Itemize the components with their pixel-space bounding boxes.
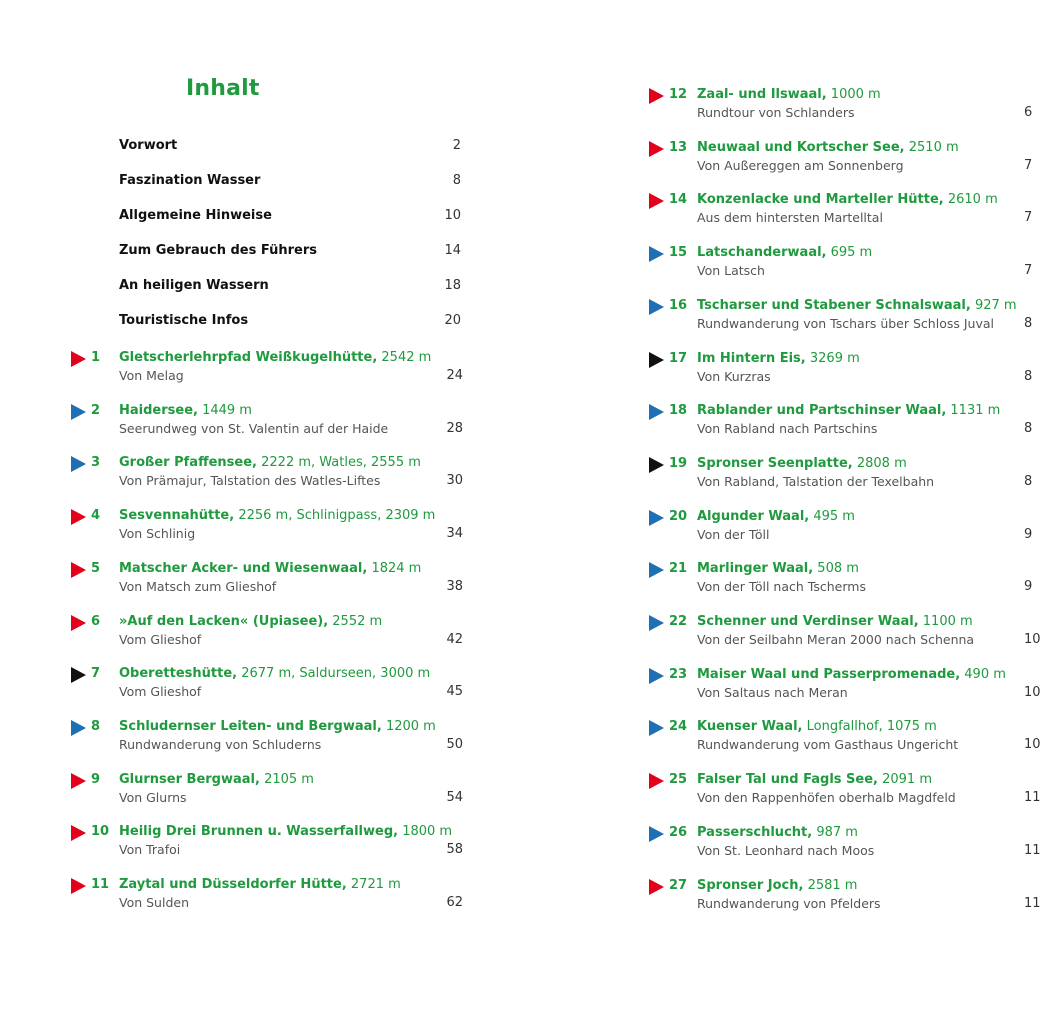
tour-route: Von Rabland nach Partschins xyxy=(697,421,878,437)
tour-entry[interactable] xyxy=(649,612,1049,652)
tour-altitude: 508 m xyxy=(813,561,859,577)
tour-page: 8 xyxy=(1024,473,1033,489)
tour-title xyxy=(697,192,998,207)
right-page xyxy=(512,0,1041,1024)
tour-name: Matscher Acker- und Wiesenwaal, xyxy=(119,560,368,576)
tour-entry[interactable] xyxy=(649,138,1049,178)
page-title: Inhalt xyxy=(186,76,260,101)
tour-number: 18 xyxy=(669,403,688,419)
tour-title xyxy=(119,403,252,418)
tour-title xyxy=(119,614,382,629)
intro-entry-page: 20 xyxy=(444,313,461,328)
tour-name: Spronser Seenplatte, xyxy=(697,455,853,471)
tour-title xyxy=(697,87,881,102)
difficulty-triangle-icon xyxy=(649,246,664,262)
tour-entry[interactable] xyxy=(71,559,463,599)
tour-title xyxy=(697,298,1017,313)
tour-title xyxy=(697,772,932,787)
tour-route: Rundwanderung von Tschars über Schloss Juval xyxy=(697,315,994,331)
tour-number: 8 xyxy=(91,718,101,734)
tour-name: Konzenlacke und Marteller Hütte, xyxy=(697,192,944,208)
intro-entry-label: Faszination Wasser xyxy=(119,173,261,188)
tour-entry[interactable] xyxy=(71,770,463,810)
tour-altitude: 987 m xyxy=(812,824,858,840)
tour-entry[interactable] xyxy=(649,349,1049,389)
difficulty-triangle-icon xyxy=(71,509,86,525)
tour-entry[interactable] xyxy=(649,823,1049,863)
difficulty-triangle-icon xyxy=(71,351,86,367)
tour-number: 21 xyxy=(669,561,688,577)
tour-title xyxy=(697,140,959,155)
tour-number: 19 xyxy=(669,455,688,471)
tour-name: Schenner und Verdinser Waal, xyxy=(697,614,919,629)
tour-altitude: 2510 m xyxy=(904,139,959,155)
tour-route: Von Melag xyxy=(119,368,184,383)
tour-entry[interactable] xyxy=(649,296,1049,336)
tour-entry[interactable] xyxy=(71,348,463,388)
left-page xyxy=(0,0,512,1024)
tour-route: Von der Seilbahn Meran 2000 nach Schenna xyxy=(697,632,975,647)
intro-entry-page: 2 xyxy=(452,138,461,153)
tour-route: Rundtour von Schlanders xyxy=(697,105,855,120)
tour-entry[interactable] xyxy=(649,770,1049,810)
tour-number: 10 xyxy=(91,824,110,840)
tour-name: Schludernser Leiten- und Bergwaal, xyxy=(119,718,382,734)
tour-altitude: 2105 m xyxy=(259,771,314,787)
tour-page: 11 xyxy=(1024,895,1041,911)
difficulty-triangle-icon xyxy=(71,404,86,420)
tour-title xyxy=(697,456,907,471)
tour-number: 1 xyxy=(91,350,101,365)
tour-number: 9 xyxy=(91,771,101,787)
tour-page: 34 xyxy=(446,526,463,542)
tour-route: Von Außereggen am Sonnenberg xyxy=(697,157,904,173)
tour-entry[interactable] xyxy=(71,875,463,915)
intro-entry-page: 14 xyxy=(444,243,461,258)
tour-altitude: 2256 m, Schlinigpass, 2309 m xyxy=(234,508,436,524)
tour-number: 22 xyxy=(669,614,688,629)
intro-entry[interactable] xyxy=(119,138,461,158)
tour-number: 23 xyxy=(669,666,688,682)
tour-route: Von der Töll xyxy=(697,526,770,542)
tour-page: 50 xyxy=(446,736,463,752)
difficulty-triangle-icon xyxy=(71,615,86,631)
tour-route: Von Trafoi xyxy=(119,842,181,858)
tour-entry[interactable] xyxy=(649,507,1049,547)
tour-name: Passerschlucht, xyxy=(697,824,813,840)
tour-number: 16 xyxy=(669,297,688,313)
tour-title xyxy=(119,877,401,892)
tour-number: 25 xyxy=(669,772,688,788)
tour-page: 11 xyxy=(1024,842,1041,858)
tour-altitude: 2091 m xyxy=(877,772,932,788)
tour-entry[interactable] xyxy=(71,612,463,652)
tour-altitude: 1800 m xyxy=(398,824,453,840)
tour-title xyxy=(119,824,452,839)
tour-name: Neuwaal und Kortscher See, xyxy=(697,139,905,155)
difficulty-triangle-icon xyxy=(71,667,86,683)
intro-entry[interactable] xyxy=(119,173,461,193)
tour-name: Heilig Drei Brunnen u. Wasserfallweg, xyxy=(119,824,399,840)
tour-number: 17 xyxy=(669,350,688,366)
tour-route: Von Glurns xyxy=(119,789,187,805)
tour-page: 6 xyxy=(1024,105,1033,120)
tour-route: Von St. Leonhard nach Moos xyxy=(697,842,875,858)
tour-altitude: 2677 m, Saldurseen, 3000 m xyxy=(237,666,431,682)
tour-number: 3 xyxy=(91,455,101,471)
intro-entry[interactable] xyxy=(119,313,461,333)
tour-title xyxy=(119,561,421,576)
tour-page: 7 xyxy=(1024,263,1033,279)
tour-entry[interactable] xyxy=(649,876,1049,916)
tour-page: 58 xyxy=(446,842,463,858)
tour-number: 24 xyxy=(669,719,688,735)
difficulty-triangle-icon xyxy=(649,352,664,368)
tour-name: Haidersee, xyxy=(119,402,198,418)
tour-name: Maiser Waal und Passerpromenade, xyxy=(697,666,961,682)
difficulty-triangle-icon xyxy=(71,720,86,736)
tour-name: Tscharser und Stabener Schnalswaal, xyxy=(697,297,971,313)
tour-page: 24 xyxy=(446,368,463,383)
tour-altitude: 1000 m xyxy=(826,87,881,102)
difficulty-triangle-icon xyxy=(71,773,86,789)
difficulty-triangle-icon xyxy=(649,879,664,895)
tour-route: Von Saltaus nach Meran xyxy=(697,684,848,700)
tour-page: 38 xyxy=(446,578,463,594)
tour-entry[interactable] xyxy=(71,506,463,546)
tour-page: 9 xyxy=(1024,526,1033,542)
tour-name: Gletscherlehrpfad Weißkugelhütte, xyxy=(119,350,378,365)
tour-page: 9 xyxy=(1024,579,1033,595)
tour-altitude: 1449 m xyxy=(197,402,252,418)
tour-entry[interactable] xyxy=(649,243,1049,283)
intro-entry-page: 10 xyxy=(444,208,461,223)
intro-entry[interactable] xyxy=(119,208,461,228)
tour-entry[interactable] xyxy=(649,665,1049,705)
tour-entry[interactable] xyxy=(649,401,1049,441)
tour-route: Vom Glieshof xyxy=(119,631,202,647)
tour-route: Von Rabland, Talstation der Texelbahn xyxy=(697,473,935,489)
tour-route: Rundwanderung vom Gasthaus Ungericht xyxy=(697,737,959,753)
tour-name: »Auf den Lacken« (Upiasee), xyxy=(119,613,329,629)
tour-name: Rablander und Partschinser Waal, xyxy=(697,403,947,419)
tour-route: Seerundweg von St. Valentin auf der Haide xyxy=(119,420,389,436)
tour-name: Marlinger Waal, xyxy=(697,561,814,577)
tour-altitude: 1100 m xyxy=(918,614,973,629)
tour-name: Zaal- und Ilswaal, xyxy=(697,87,827,102)
tour-page: 10 xyxy=(1024,737,1041,753)
difficulty-triangle-icon xyxy=(71,456,86,472)
difficulty-triangle-icon xyxy=(649,88,664,104)
tour-title xyxy=(119,772,314,787)
tour-name: Falser Tal und Fagls See, xyxy=(697,772,878,788)
intro-entry-label: Touristische Infos xyxy=(119,313,249,328)
tour-number: 7 xyxy=(91,666,101,682)
tour-entry[interactable] xyxy=(649,559,1049,599)
tour-number: 13 xyxy=(669,139,688,155)
tour-altitude: 3269 m xyxy=(805,350,860,366)
tour-page: 62 xyxy=(446,895,463,910)
tour-page: 28 xyxy=(446,420,463,436)
tour-entry[interactable] xyxy=(649,454,1049,494)
tour-route: Von Matsch zum Glieshof xyxy=(119,578,277,594)
intro-entry-label: Vorwort xyxy=(119,138,178,153)
tour-altitude: 2581 m xyxy=(803,877,858,893)
tour-number: 20 xyxy=(669,508,688,524)
tour-title xyxy=(697,245,872,260)
tour-name: Latschanderwaal, xyxy=(697,245,827,261)
tour-number: 12 xyxy=(669,87,688,102)
tour-altitude: Longfallhof, 1075 m xyxy=(802,719,937,735)
tour-route: Von Prämajur, Talstation des Watles-Liftes xyxy=(119,473,381,489)
tour-title xyxy=(697,825,858,840)
tour-altitude: 495 m xyxy=(809,508,855,524)
tour-entry[interactable] xyxy=(649,85,1049,125)
tour-altitude: 2222 m, Watles, 2555 m xyxy=(257,455,421,471)
tour-route: Von Latsch xyxy=(697,263,765,279)
tour-name: Kuenser Waal, xyxy=(697,719,803,735)
tour-entry[interactable] xyxy=(649,717,1049,757)
intro-entry-page: 18 xyxy=(444,278,461,293)
difficulty-triangle-icon xyxy=(649,141,664,157)
tour-name: Algunder Waal, xyxy=(697,508,810,524)
tour-number: 2 xyxy=(91,402,101,418)
tour-route: Aus dem hintersten Martelltal xyxy=(697,210,883,226)
tour-title xyxy=(697,667,1006,682)
tour-page: 42 xyxy=(446,631,463,647)
tour-page: 10 xyxy=(1024,684,1041,700)
tour-altitude: 2552 m xyxy=(328,613,383,629)
difficulty-triangle-icon xyxy=(649,193,664,209)
tour-name: Spronser Joch, xyxy=(697,877,804,893)
tour-number: 26 xyxy=(669,824,688,840)
tour-entry[interactable] xyxy=(71,822,463,862)
tour-altitude: 490 m xyxy=(960,666,1006,682)
tour-altitude: 927 m xyxy=(970,297,1017,313)
tour-title xyxy=(119,350,431,365)
tour-route: Rundwanderung von Schluderns xyxy=(119,736,322,752)
difficulty-triangle-icon xyxy=(649,720,664,736)
intro-entry-label: Zum Gebrauch des Führers xyxy=(119,243,317,258)
tour-title xyxy=(697,351,860,366)
tour-page: 7 xyxy=(1024,157,1033,173)
difficulty-triangle-icon xyxy=(649,615,664,631)
tour-name: Oberetteshütte, xyxy=(119,666,238,682)
difficulty-triangle-icon xyxy=(649,457,664,473)
tour-name: Zaytal und Düsseldorfer Hütte, xyxy=(119,877,347,892)
tour-altitude: 2610 m xyxy=(943,192,998,208)
tour-title xyxy=(697,878,857,893)
tour-page: 11 xyxy=(1024,790,1041,806)
tour-altitude: 1824 m xyxy=(367,560,422,576)
tour-page: 10 xyxy=(1024,632,1041,647)
tour-number: 6 xyxy=(91,613,101,629)
tour-number: 4 xyxy=(91,508,101,524)
tour-route: Rundwanderung von Pfelders xyxy=(697,895,881,911)
difficulty-triangle-icon xyxy=(649,299,664,315)
tour-route: Von den Rappenhöfen oberhalb Magdfeld xyxy=(697,790,956,806)
intro-entry-label: An heiligen Wassern xyxy=(119,278,269,293)
intro-entry[interactable] xyxy=(119,243,461,263)
tour-number: 11 xyxy=(91,877,110,892)
tour-route: Von Sulden xyxy=(119,895,190,910)
tour-altitude: 1131 m xyxy=(946,403,1001,419)
difficulty-triangle-icon xyxy=(649,404,664,420)
tour-altitude: 1200 m xyxy=(381,718,436,734)
tour-page: 8 xyxy=(1024,368,1033,384)
difficulty-triangle-icon xyxy=(649,826,664,842)
tour-altitude: 2808 m xyxy=(852,455,907,471)
tour-page: 7 xyxy=(1024,210,1033,226)
tour-entry[interactable] xyxy=(71,717,463,757)
difficulty-triangle-icon xyxy=(649,668,664,684)
difficulty-triangle-icon xyxy=(649,562,664,578)
intro-entry-label: Allgemeine Hinweise xyxy=(119,208,272,223)
difficulty-triangle-icon xyxy=(649,510,664,526)
tour-name: Sesvennahütte, xyxy=(119,508,235,524)
tour-number: 14 xyxy=(669,192,688,208)
tour-entry[interactable] xyxy=(649,190,1049,230)
tour-altitude: 2542 m xyxy=(377,350,432,365)
tour-page: 8 xyxy=(1024,315,1033,331)
tour-title xyxy=(119,666,430,681)
tour-altitude: 695 m xyxy=(826,245,873,261)
tour-route: Von Schlinig xyxy=(119,526,196,542)
tour-name: Großer Pfaffensee, xyxy=(119,455,257,471)
tour-page: 30 xyxy=(446,473,463,489)
tour-entry[interactable] xyxy=(71,664,463,704)
tour-title xyxy=(697,614,973,629)
tour-route: Vom Glieshof xyxy=(119,684,202,700)
tour-page: 8 xyxy=(1024,421,1033,437)
tour-altitude: 2721 m xyxy=(346,877,401,892)
tour-route: Von der Töll nach Tscherms xyxy=(697,579,866,595)
intro-entry-page: 8 xyxy=(452,173,461,188)
tour-name: Im Hintern Eis, xyxy=(697,350,806,366)
tour-title xyxy=(697,509,855,524)
difficulty-triangle-icon xyxy=(71,825,86,841)
tour-title xyxy=(697,403,1000,418)
tour-title xyxy=(697,561,859,576)
tour-title xyxy=(119,508,435,523)
tour-route: Von Kurzras xyxy=(697,368,771,384)
tour-title xyxy=(697,719,937,734)
difficulty-triangle-icon xyxy=(71,878,86,894)
tour-entry[interactable] xyxy=(71,401,463,441)
tour-title xyxy=(119,455,421,470)
tour-title xyxy=(119,719,436,734)
tour-page: 54 xyxy=(446,789,463,805)
tour-number: 15 xyxy=(669,245,688,261)
tour-number: 27 xyxy=(669,877,688,893)
difficulty-triangle-icon xyxy=(649,773,664,789)
tour-number: 5 xyxy=(91,560,101,576)
tour-entry[interactable] xyxy=(71,453,463,493)
tour-name: Glurnser Bergwaal, xyxy=(119,771,260,787)
intro-entry[interactable] xyxy=(119,278,461,298)
difficulty-triangle-icon xyxy=(71,562,86,578)
tour-page: 45 xyxy=(446,684,463,700)
